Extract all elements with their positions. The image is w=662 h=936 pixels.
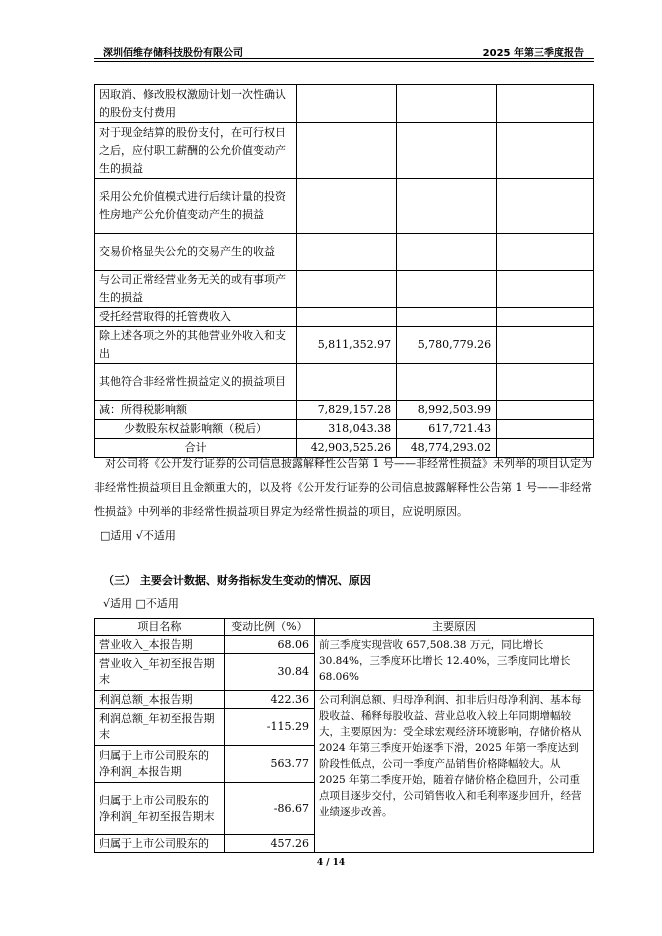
table-row: [95, 85, 594, 123]
applicability-checkbox-1: □适用 √不适用: [100, 529, 176, 542]
row-label: 交易价格显失公允的交易产生的收益: [95, 234, 297, 271]
row-label: 对于现金结算的股份支付，在可行权日之后，应付职工薪酬的公允价值变动产生的损益: [95, 123, 297, 179]
row-label: 少数股东权益影响额（税后）: [95, 420, 297, 439]
current-value: [297, 85, 397, 123]
ytd-value: [397, 85, 497, 123]
row-label: 减：所得税影响额: [95, 401, 297, 420]
remark-cell: [497, 401, 594, 420]
current-value: 318,043.38: [297, 420, 397, 439]
row-label: 受托经营取得的托管费收入: [95, 308, 297, 327]
ytd-value: 8,992,503.99: [397, 401, 497, 420]
table-row: [95, 179, 594, 234]
row-label: 因取消、修改股权激励计划一次性确认的股份支付费用: [95, 85, 297, 123]
ytd-value: 617,721.43: [397, 420, 497, 439]
item-name: 利润总额_年初至报告期末: [95, 709, 225, 746]
header-reason: 主要原因: [314, 619, 593, 636]
table-row: [95, 308, 594, 327]
row-label: 与公司正常经营业务无关的或有事项产生的损益: [95, 271, 297, 308]
ytd-value: [397, 271, 497, 308]
item-name: 营业收入_年初至报告期末: [95, 654, 225, 691]
item-name: 归属于上市公司股东的净利润_年初至报告期末: [95, 783, 225, 835]
table-row: [95, 636, 594, 654]
change-ratio: 30.84: [224, 654, 314, 691]
reason-profit: 公司利润总额、归母净利润、扣非后归母净利润、基本每股收益、稀释每股收益、营业总收入较上年同期增幅较大，主要原因为：受全球宏观经济环境影响，存储价格从 2024 年第三季度开始逐季下滑，2025 年第一季度达到阶段性低点，公司一季度产品销售价格降幅较大。从 2025 年第二季度开始，随着存储价格企稳回升，公司重点项目逐步交付，公司销售收入和毛利率逐步回升，经营业绩逐步改善。: [314, 691, 593, 853]
item-name: 利润总额_本报告期: [95, 691, 225, 709]
ytd-value: 5,780,779.26: [397, 327, 497, 364]
change-ratio: -115.29: [224, 709, 314, 746]
explanation-paragraph: 对公司将《公开发行证券的公司信息披露解释性公告第 1 号——非经常性损益》未列举的项目认定为非经常性损益项目且金额重大的，以及将《公开发行证券的公司信息披露解释性公告第 1 号——非经常性损益》中列举的非经常性损益项目界定为经常性损益的项目，应说明原因。: [94, 457, 592, 518]
remark-cell: [497, 308, 594, 327]
table-row: [95, 234, 594, 271]
current-value: [297, 308, 397, 327]
ytd-value: 48,774,293.02: [397, 439, 497, 458]
remark-cell: [497, 123, 594, 179]
remark-cell: [497, 364, 594, 401]
remark-cell: [497, 271, 594, 308]
item-name: 营业收入_本报告期: [95, 636, 225, 654]
remark-cell: [497, 179, 594, 234]
ytd-value: [397, 308, 497, 327]
change-ratio: 68.06: [224, 636, 314, 654]
company-name: 深圳佰维存储科技股份有限公司: [103, 48, 243, 59]
current-value: [297, 271, 397, 308]
table-row: [95, 271, 594, 308]
remark-cell: [497, 327, 594, 364]
header-ratio: 变动比例（%）: [224, 619, 314, 636]
remark-cell: [497, 85, 594, 123]
ytd-value: [397, 123, 497, 179]
report-title: 2025 年第三季度报告: [482, 48, 584, 59]
applicability-checkbox-2: √适用 □不适用: [103, 597, 179, 610]
table-row: [95, 123, 594, 179]
table-row: [95, 691, 594, 709]
row-label: 其他符合非经常性损益定义的损益项目: [95, 364, 297, 401]
current-value: 42,903,525.26: [297, 439, 397, 458]
remark-cell: [497, 234, 594, 271]
ytd-value: [397, 234, 497, 271]
change-reasons-table: [94, 618, 594, 853]
current-value: [297, 234, 397, 271]
ytd-value: [397, 179, 497, 234]
non-recurring-items-table: [94, 84, 594, 458]
ytd-value: [397, 364, 497, 401]
table-row: [95, 420, 594, 439]
reason-revenue: 前三季度实现营收 657,508.38 万元，同比增长 30.84%，三季度环比增长 12.40%，三季度同比增长 68.06%: [314, 636, 593, 691]
change-ratio: 422.36: [224, 691, 314, 709]
row-label: 采用公允价值模式进行后续计量的投资性房地产公允价值变动产生的损益: [95, 179, 297, 234]
change-ratio: 563.77: [224, 746, 314, 783]
current-value: [297, 364, 397, 401]
current-value: 7,829,157.28: [297, 401, 397, 420]
header-item: 项目名称: [95, 619, 225, 636]
page-header: [0, 0, 662, 64]
change-ratio: 457.26: [224, 835, 314, 853]
remark-cell: [497, 420, 594, 439]
row-label: 除上述各项之外的其他营业外收入和支出: [95, 327, 297, 364]
section-heading: （三） 主要会计数据、财务指标发生变动的情况、原因: [103, 574, 371, 587]
current-value: [297, 123, 397, 179]
current-value: [297, 179, 397, 234]
current-value: 5,811,352.97: [297, 327, 397, 364]
header-divider: [94, 58, 594, 62]
change-ratio: -86.67: [224, 783, 314, 835]
item-name: 归属于上市公司股东的净利润_本报告期: [95, 746, 225, 783]
table-row: [95, 401, 594, 420]
item-name: 归属于上市公司股东的: [95, 835, 225, 853]
table-row: [95, 364, 594, 401]
table-header-row: [95, 619, 594, 636]
row-label: 合计: [95, 439, 297, 458]
page-number: 4 / 14: [316, 858, 346, 868]
table-row: [95, 327, 594, 364]
